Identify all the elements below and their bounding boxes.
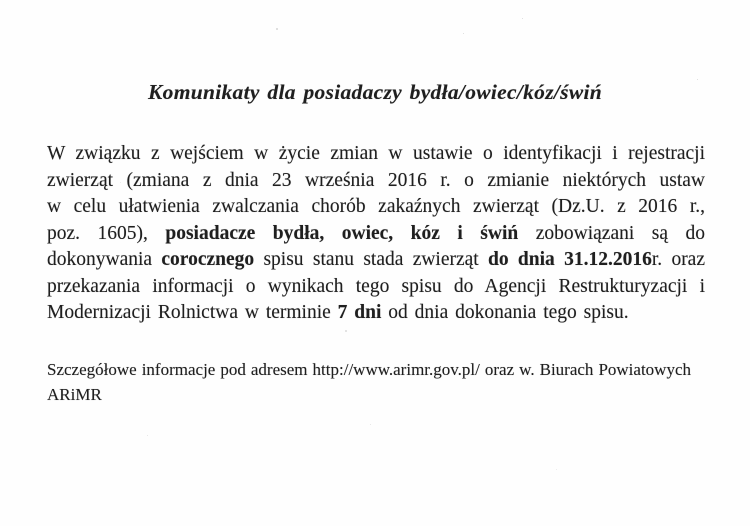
- text-segment: zwierząt (zmiana z dnia 23 września 2016 r. o zmianie niektórych ustaw: [47, 169, 705, 191]
- scan-speck: [147, 435, 148, 436]
- text-segment: W związku z wejściem w życie zmian w ustawie o identyfikacji i rejestracji: [47, 143, 705, 164]
- paragraph-line: [47, 247, 705, 274]
- scan-speck: [276, 28, 278, 30]
- bold-text-segment: do dnia 31.12.2016: [488, 249, 652, 270]
- bold-text-segment: 7 dni: [337, 302, 382, 323]
- footer-line: [47, 357, 691, 382]
- paragraph-line: [47, 300, 705, 327]
- text-segment: zobowiązani są do: [518, 222, 705, 244]
- text-segment: spisu stanu stada zwierząt: [254, 249, 489, 270]
- bold-text-segment: corocznego: [161, 249, 255, 270]
- paragraph-line: [47, 141, 705, 168]
- text-segment: od dnia dokonania tego spisu.: [381, 302, 629, 323]
- scan-speck: [697, 79, 698, 80]
- text-segment: dokonywania: [47, 249, 162, 270]
- scan-speck: [120, 182, 121, 183]
- text-segment: przekazania informacji o wynikach tego spisu do Agencji Restrukturyzacji i: [47, 275, 705, 297]
- document-title: Komunikaty dla posiadaczy bydła/owiec/kóz/świń: [148, 80, 602, 104]
- scan-speck: [345, 330, 347, 332]
- text-segment: w celu ułatwienia zwalczania chorób zakaźnych zwierząt (Dz.U. z 2016 r.,: [47, 196, 705, 217]
- text-segment: http://www.arimr.gov.pl/: [312, 360, 480, 379]
- paragraph-line: [47, 274, 705, 301]
- bold-text-segment: posiadacze bydła, owiec, kóz i świń: [165, 222, 519, 244]
- scan-speck: [522, 18, 523, 19]
- text-segment: poz. 1605),: [47, 222, 166, 244]
- scan-speck: [463, 33, 464, 34]
- footer-note: [47, 357, 691, 407]
- scan-speck: [556, 469, 557, 470]
- main-paragraph: [47, 141, 705, 327]
- text-segment: Modernizacji Rolnictwa w terminie: [47, 302, 338, 323]
- text-segment: oraz w. Biurach Powiatowych: [479, 360, 691, 379]
- paragraph-line: [47, 168, 705, 195]
- paragraph-line: [47, 221, 705, 248]
- text-segment: Szczegółowe informacje pod adresem: [47, 360, 313, 379]
- scan-speck: [370, 424, 371, 425]
- paragraph-line: [47, 194, 705, 221]
- text-segment: ARiMR: [47, 385, 102, 404]
- text-segment: r. oraz: [651, 249, 705, 270]
- footer-line: [47, 382, 691, 407]
